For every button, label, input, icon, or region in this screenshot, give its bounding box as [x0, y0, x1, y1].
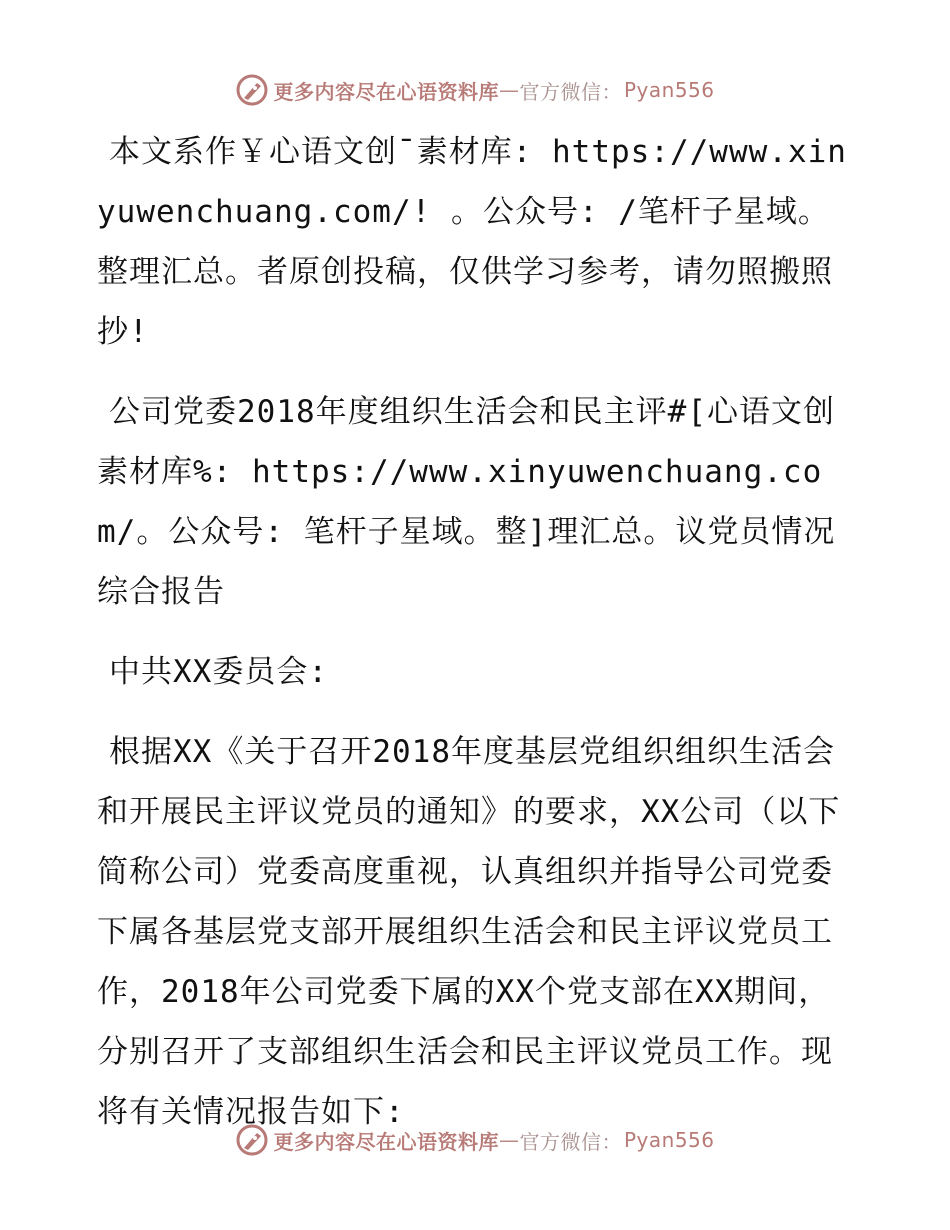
pen-nib-circle-icon — [235, 73, 269, 107]
footer-watermark — [0, 1120, 950, 1160]
watermark-site-text: 更多内容尽在心语资料库 — [273, 1129, 499, 1154]
watermark-site-text: 更多内容尽在心语资料库 — [273, 79, 499, 104]
header-watermark — [0, 70, 950, 110]
document-title: 公司党委2018年度组织生活会和民主评#[心语文创素材库%: https://www.xinyuwenchuang.com/。公众号: 笔杆子星域。整]理汇总。议党员情况综合报告 — [97, 394, 836, 610]
watermark-official-label: 官方微信： — [519, 1129, 622, 1154]
pen-nib-circle-icon — [235, 1123, 269, 1157]
salutation: 中共XX委员会: — [109, 654, 328, 690]
intro-notice-paragraph: 本文系作￥心语文创¯素材库: https://www.xinyuwenchuang.com/! 。公众号: /笔杆子星域。整理汇总。者原创投稿，仅供学习参考，请勿照搬照抄! — [97, 134, 847, 350]
document-body — [97, 122, 857, 1162]
watermark-wechat-id: Pyan556 — [623, 78, 715, 102]
watermark-separator: — — [498, 1128, 520, 1152]
watermark-separator: — — [498, 78, 520, 102]
watermark-official-label: 官方微信： — [519, 79, 622, 104]
watermark-wechat-id: Pyan556 — [623, 1128, 715, 1152]
body-paragraph: 根据XX《关于召开2018年度基层党组织组织生活会和开展民主评议党员的通知》的要求，XX公司（以下简称公司）党委高度重视，认真组织并指导公司党委下属各基层党支部开展组织生活会和民主评议党员工作，2018年公司党委下属的XX个党支部在XX期间，分别召开了支部组织生活会和民主评议党员工作。现将有关情况报告如下: — [97, 734, 841, 1130]
